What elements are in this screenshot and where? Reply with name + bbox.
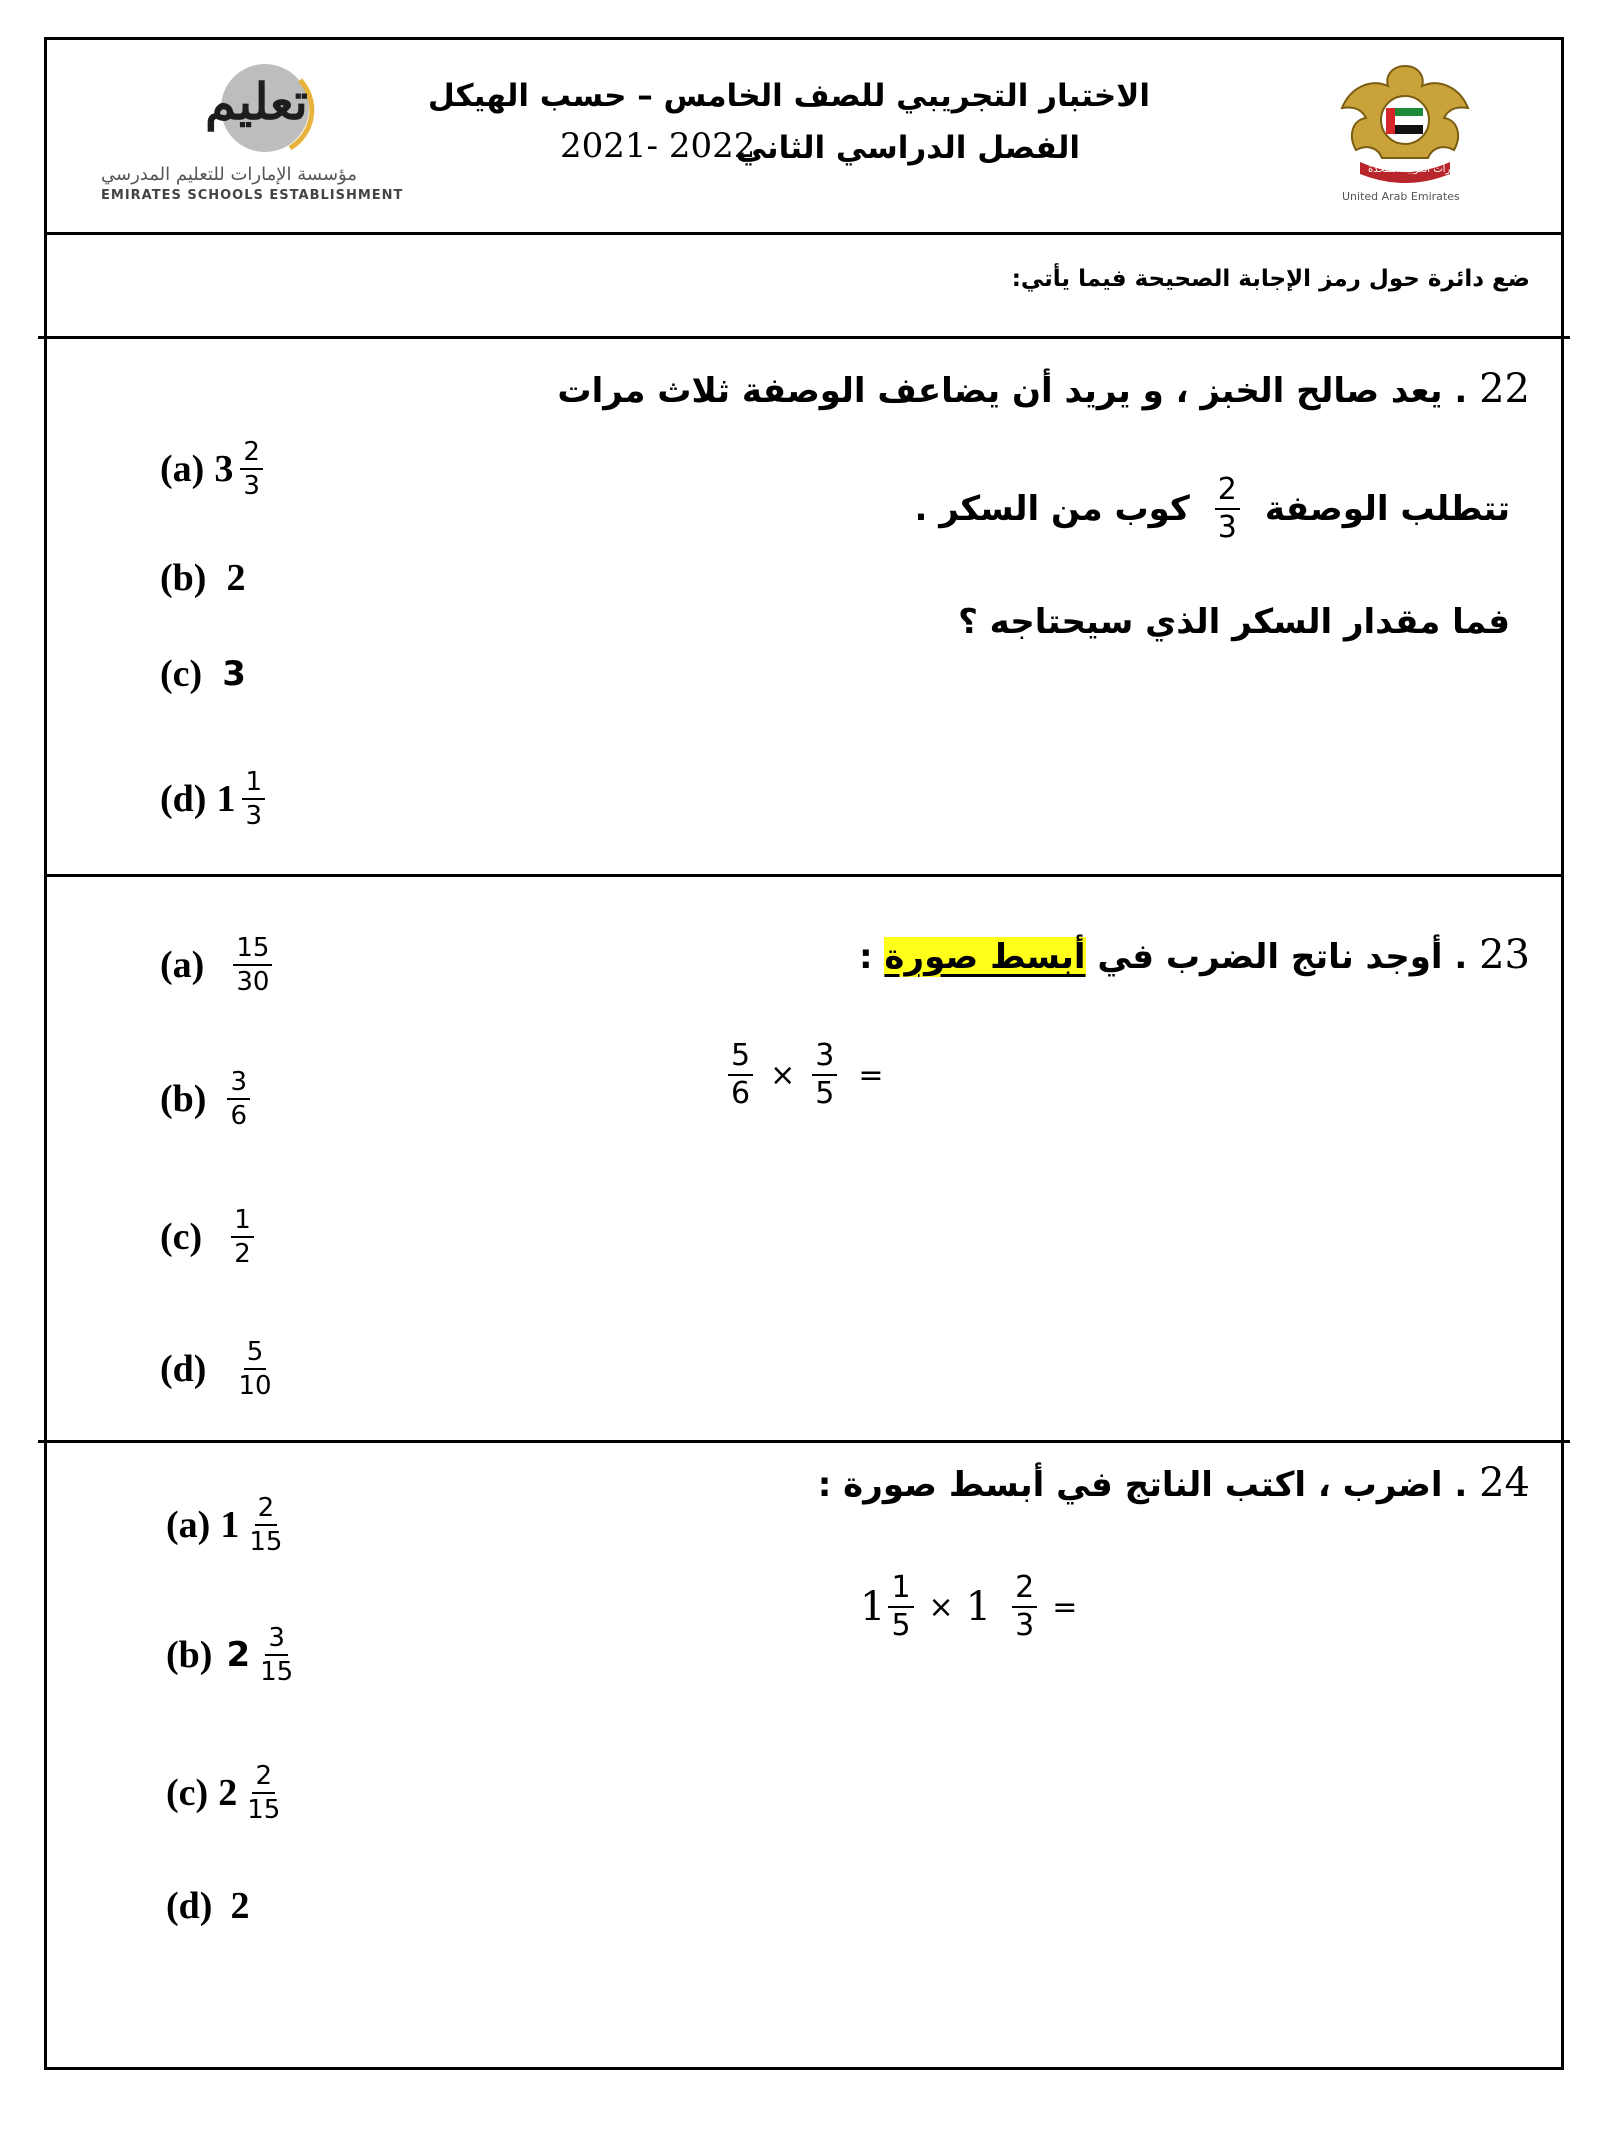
q24-expr-n2: 2 (1012, 1572, 1037, 1608)
q24-c-frac (244, 1762, 283, 1824)
q23-c-frac (231, 1206, 254, 1268)
q23-text: أوجد ناتج الضرب في (1085, 937, 1443, 977)
q22-a-frac (240, 438, 263, 500)
q24-b-whole: 2 (226, 1635, 251, 1676)
q23-expr-d1: 6 (731, 1076, 751, 1112)
q23-times: × (770, 1057, 796, 1093)
q24-c-den: 15 (247, 1795, 281, 1826)
q24-expr-d1: 5 (891, 1608, 911, 1644)
q22-d-whole: 1 (216, 778, 236, 821)
q23-expression (725, 1040, 897, 1111)
q24-number: 24 (1479, 1460, 1530, 1506)
q23-highlight: أبسط صورة (884, 937, 1086, 977)
q23-a-frac (233, 934, 272, 996)
q23-prompt (700, 932, 1530, 978)
q23-expr-frac2 (812, 1040, 837, 1111)
ese-wordmark: تعليم (205, 72, 308, 131)
q22-d-num: 1 (242, 768, 265, 800)
q23-a-num: 15 (233, 934, 272, 966)
q23-a-label: (a) (160, 944, 205, 987)
q22-frac-num: 2 (1215, 474, 1240, 510)
q22-a-whole: 3 (214, 448, 234, 491)
q24-d-whole: 2 (230, 1885, 250, 1927)
q24-prompt (700, 1460, 1530, 1506)
q22-option-c[interactable] (160, 652, 250, 696)
q24-b-num: 3 (265, 1624, 288, 1656)
q24-expr-frac2 (1012, 1572, 1037, 1643)
q24-expr-d2: 3 (1015, 1608, 1035, 1644)
q22-d-label: (d) (160, 778, 207, 821)
q22-c-label: (c) (160, 653, 203, 695)
q24-option-d[interactable] (166, 1884, 253, 1928)
q22-d-frac (242, 768, 265, 830)
q23-c-label: (c) (160, 1216, 203, 1259)
q24-expr-w1: 1 (860, 1584, 886, 1631)
q22-option-a[interactable] (160, 438, 266, 500)
year-sep: - (646, 126, 669, 166)
emblem-banner-text: الإمارات العربية المتحدة (1368, 164, 1468, 175)
q24-times: × (928, 1589, 954, 1625)
q23-d-label: (d) (160, 1348, 207, 1391)
q22-fraction (1215, 474, 1240, 545)
ese-logo (95, 60, 404, 210)
q23-expr-n1: 5 (728, 1040, 753, 1076)
q22-number: 22 (1479, 366, 1530, 412)
q24-option-a[interactable] (166, 1494, 288, 1556)
q23-b-label: (b) (160, 1078, 207, 1121)
ese-name-ar: مؤسسة الإمارات للتعليم المدرسي (101, 164, 357, 185)
q23-b-frac (227, 1068, 250, 1130)
q23-b-den: 6 (230, 1101, 247, 1132)
year-end: 2022 (668, 126, 756, 166)
q24-b-frac (257, 1624, 296, 1686)
q22-b-whole: 2 (226, 557, 246, 599)
year-start: 2021 (560, 126, 647, 166)
uae-emblem (1330, 58, 1480, 208)
q24-expr-n1: 1 (888, 1572, 913, 1608)
q23-option-d[interactable] (160, 1338, 278, 1400)
q24-option-c[interactable] (166, 1762, 286, 1824)
instruction-divider (38, 336, 1570, 339)
q23-expr-n2: 3 (812, 1040, 837, 1076)
q23-c-num: 1 (231, 1206, 254, 1238)
q23-d-num: 5 (244, 1338, 267, 1370)
term-label: الفصل الدراسي الثاني (735, 130, 1080, 166)
q24-option-b[interactable] (166, 1624, 299, 1686)
q23-option-a[interactable] (160, 934, 275, 996)
q22-dot: . (1454, 371, 1468, 411)
q23-expr-d2: 5 (815, 1076, 835, 1112)
q23-d-frac (235, 1338, 274, 1400)
q23-divider (38, 1440, 1570, 1443)
q22-option-d[interactable] (160, 768, 268, 830)
q23-a-den: 30 (236, 967, 270, 998)
q24-expr-w2: 1 (965, 1584, 992, 1631)
q24-equals: = (1052, 1589, 1078, 1625)
q22-option-b[interactable] (160, 556, 249, 600)
q23-end: : (858, 937, 885, 977)
q23-d-den: 10 (238, 1371, 272, 1402)
q24-a-label: (a) (166, 1504, 211, 1547)
q22-text1: يعد صالح الخبز ، و يريد أن يضاعف الوصفة ثلاث مرات (557, 371, 1443, 411)
q22-text2b: كوب من السكر . (914, 489, 1190, 530)
ese-name-en: EMIRATES SCHOOLS ESTABLISHMENT (101, 188, 404, 203)
q22-text2a: تتطلب الوصفة (1264, 489, 1510, 530)
q24-a-frac (246, 1494, 285, 1556)
q24-a-num: 2 (255, 1494, 278, 1526)
emblem-caption: United Arab Emirates (1342, 190, 1460, 203)
term-year (560, 126, 755, 166)
q24-a-den: 15 (249, 1527, 283, 1558)
q22-d-den: 3 (245, 801, 262, 832)
exam-title: الاختبار التجريبي للصف الخامس – حسب الهيكل (427, 78, 1150, 114)
q22-a-num: 2 (240, 438, 263, 470)
instruction-text: ضع دائرة حول رمز الإجابة الصحيحة فيما يأتي: (1011, 266, 1530, 292)
q24-b-label: (b) (166, 1634, 213, 1677)
q22-c-whole: 3 (222, 654, 246, 694)
q22-line2 (914, 472, 1510, 546)
q24-a-whole: 1 (220, 1504, 240, 1547)
q23-expr-frac1 (728, 1040, 753, 1111)
header-divider (44, 232, 1564, 235)
q24-b-den: 15 (260, 1657, 294, 1688)
q22-a-label: (a) (160, 448, 205, 491)
q22-frac-den: 3 (1217, 510, 1237, 546)
q24-c-whole: 2 (218, 1772, 238, 1815)
q24-c-label: (c) (166, 1772, 209, 1815)
q24-expr-frac1 (888, 1572, 913, 1643)
q23-c-den: 2 (234, 1239, 251, 1270)
q23-option-c[interactable] (160, 1206, 257, 1268)
q22-divider (44, 874, 1564, 877)
q22-line1 (440, 366, 1530, 412)
q23-equals: = (858, 1057, 884, 1093)
q24-expression (860, 1572, 1091, 1643)
q23-dot: . (1454, 937, 1468, 977)
q23-number: 23 (1479, 932, 1530, 978)
q22-b-label: (b) (160, 557, 207, 599)
q22-a-den: 3 (243, 471, 260, 502)
q24-c-num: 2 (252, 1762, 275, 1794)
q24-dot: . (1454, 1465, 1468, 1505)
q23-b-num: 3 (227, 1068, 250, 1100)
q23-option-b[interactable] (160, 1068, 253, 1130)
q22-line3: فما مقدار السكر الذي سيحتاجه ؟ (958, 602, 1510, 642)
q24-text: اضرب ، اكتب الناتج في أبسط صورة : (817, 1465, 1443, 1505)
q24-d-label: (d) (166, 1885, 213, 1927)
